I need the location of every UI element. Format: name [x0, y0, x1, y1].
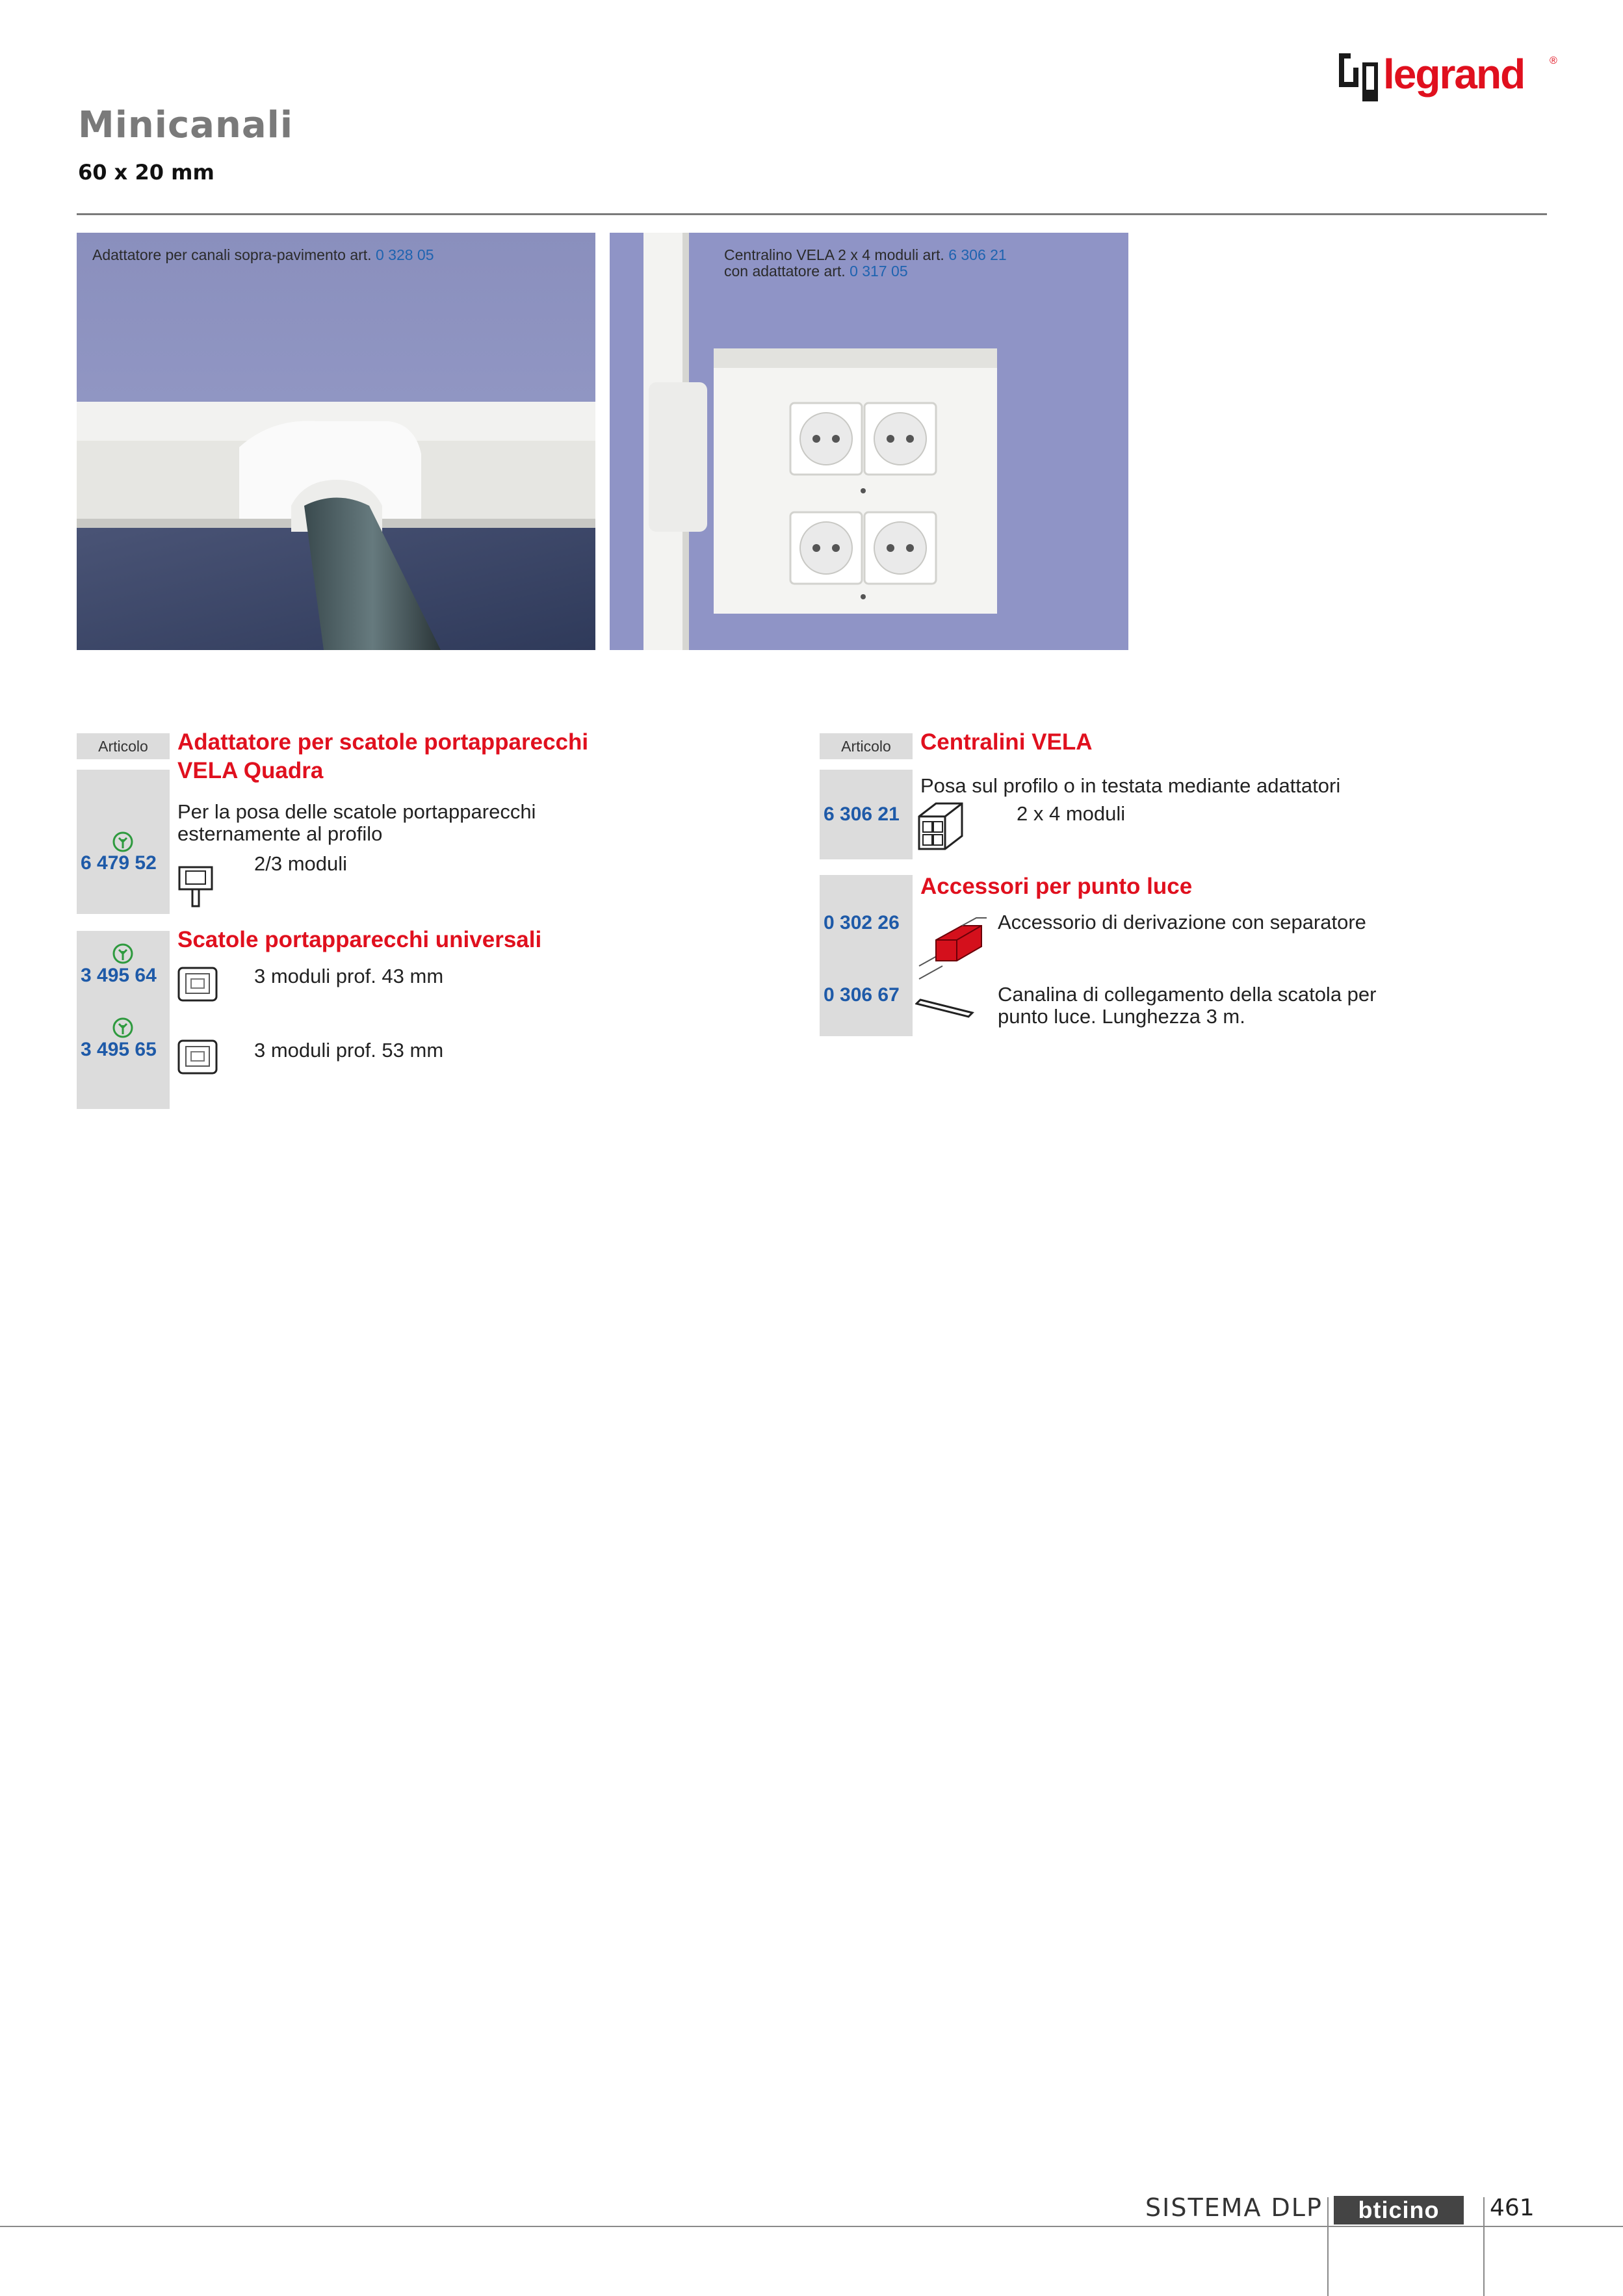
box-icon — [177, 966, 218, 1002]
centralino-icon — [916, 800, 965, 853]
article-code[interactable]: 3 495 64 — [81, 965, 157, 986]
box-icon — [177, 1039, 218, 1075]
article-code[interactable]: 3 495 65 — [81, 1039, 157, 1060]
footer-divider-vertical — [1483, 2197, 1485, 2296]
article-ref[interactable]: 0 328 05 — [375, 246, 434, 263]
article-code[interactable]: 0 306 67 — [824, 984, 900, 1006]
legrand-logo — [1338, 48, 1559, 107]
section-title: Scatole portapparecchi universali — [177, 927, 542, 952]
bticino-logo — [1334, 2196, 1464, 2224]
section-title: Centralini VELA — [920, 729, 1093, 755]
article-ref[interactable]: 6 306 21 — [948, 246, 1007, 263]
photo-caption: Centralino VELA 2 x 4 moduli art. 6 306 21 con adattatore art. 0 317 05 — [724, 246, 1007, 280]
article-description: Canalina di collegamento della scatola per punto luce. Lunghezza 3 m. — [998, 983, 1377, 1028]
photo-floor-adapter — [77, 233, 595, 650]
article-description: 3 moduli prof. 43 mm — [254, 965, 444, 987]
footer-divider-vertical — [1327, 2197, 1329, 2296]
svg-text:bticino: bticino — [1358, 2197, 1440, 2223]
article-description: 3 moduli prof. 53 mm — [254, 1039, 444, 1062]
article-code[interactable]: 6 479 52 — [81, 852, 157, 874]
photo-vela-centralino — [610, 233, 1128, 650]
eco-icon — [112, 831, 134, 853]
header-divider — [77, 213, 1547, 215]
section-intro: Per la posa delle scatole portapparecchi esternamente al profilo — [177, 800, 536, 845]
footer-label: SISTEMA DLP — [1145, 2193, 1323, 2222]
section-title: Adattatore per scatole portapparecchi VELA Quadra — [177, 729, 589, 783]
adapter-icon — [177, 863, 216, 909]
article-description: 2/3 moduli — [254, 852, 348, 875]
photo-caption: Adattatore per canali sopra-pavimento art. 0 328 05 — [92, 246, 434, 263]
page-number: 461 — [1490, 2195, 1535, 2221]
page-subtitle: 60 x 20 mm — [78, 160, 214, 185]
derivation-icon — [916, 914, 988, 982]
column-header-articolo: Articolo — [77, 733, 170, 759]
eco-icon — [112, 1017, 134, 1039]
channel-icon — [915, 995, 978, 1018]
article-code[interactable]: 0 302 26 — [824, 912, 900, 933]
column-header-articolo: Articolo — [820, 733, 913, 759]
article-column-band — [820, 875, 913, 1036]
section-title: Accessori per punto luce — [920, 874, 1193, 899]
footer-divider — [0, 2226, 1623, 2227]
article-description: 2 x 4 moduli — [1017, 802, 1126, 825]
eco-icon — [112, 943, 134, 965]
page-title: Minicanali — [78, 104, 294, 146]
article-code[interactable]: 6 306 21 — [824, 803, 900, 825]
svg-text:legrand: legrand — [1383, 51, 1525, 98]
section-intro: Posa sul profilo o in testata mediante adattatori — [920, 774, 1341, 797]
article-description: Accessorio di derivazione con separatore — [998, 911, 1366, 933]
svg-text:®: ® — [1550, 55, 1557, 66]
article-ref[interactable]: 0 317 05 — [850, 263, 908, 280]
